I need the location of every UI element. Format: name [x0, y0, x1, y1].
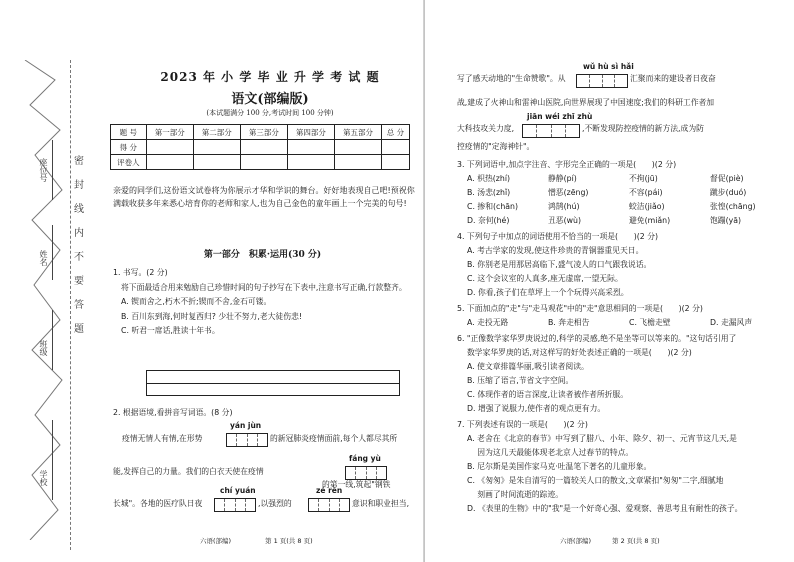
pinyin-4: zé rèn — [316, 486, 343, 495]
score-cell — [240, 155, 287, 170]
q3-opt[interactable]: C. 掺和(chān) — [467, 202, 519, 211]
name-blank — [52, 225, 53, 280]
q7-option-b[interactable]: B. 尼尔斯是美国作家马克·吐温笔下著名的儿童形象。 — [467, 462, 652, 471]
q3-opt: 憎恶(zēng) — [548, 188, 589, 197]
score-cell — [381, 155, 409, 170]
q4-option-d[interactable]: D. 你看,孩子们在草坪上一个个玩得兴高采烈。 — [467, 288, 629, 297]
q6-head: 6. "正像数学家华罗庚说过的,科学的灵感,绝不是坐等可以等来的。"这句话引用了 — [457, 334, 737, 343]
q1-option-c: C. 听君一席话,胜读十年书。 — [121, 326, 220, 335]
class-blank — [52, 310, 53, 370]
q3-opt: 蹴步(duó) — [710, 188, 747, 197]
q2-line2a: 能,发挥自己的力量。我们的白衣天使在疫情 — [113, 467, 264, 476]
score-cell — [193, 140, 240, 155]
question-7 — [457, 418, 787, 516]
exam-subject: 语文(部编版) — [231, 92, 309, 107]
q2-line3b: ,以强烈的 — [258, 499, 292, 508]
binding-zigzag — [20, 60, 80, 540]
class-label: 班级 — [39, 340, 48, 356]
right-line3a: 大科技攻关力度, — [457, 124, 515, 133]
right-line3b: ,不断发现防控疫情的新方法,成为防 — [582, 124, 704, 133]
binding-line — [70, 60, 71, 550]
q2-line3a: 长城"。各地的医疗队日夜 — [113, 499, 203, 508]
q6-option-a[interactable]: A. 使文章排篇华丽,吸引读者阅读。 — [467, 362, 589, 371]
question-6 — [457, 332, 787, 416]
footer-right-page: 第 2 页(共 8 页) — [612, 537, 660, 545]
q3-opt: 不容(pái) — [629, 188, 663, 197]
q2-line1a: 疫情无情人有情,在形势 — [122, 434, 203, 443]
footer-right-code: 六语(部编) — [560, 537, 592, 545]
pinyin-6: jiān wéi zhī zhù — [527, 112, 593, 121]
q3-opt: 张惶(chāng) — [710, 202, 756, 211]
pinyin-1: yán jùn — [230, 421, 262, 430]
q1-option-b: B. 百川东到海,何时复西归? 少壮不努力,老大徒伤悲! — [121, 311, 302, 321]
score-cell — [193, 155, 240, 170]
pinyin-3: chí yuán — [220, 486, 256, 495]
q4-option-b[interactable]: B. 你别老是用那居高临下,盛气凌人的口气跟我说话。 — [467, 260, 652, 269]
score-header-cell: 第三部分 — [240, 125, 287, 140]
writing-box[interactable] — [146, 370, 400, 396]
q3-opt: 避免(miǎn) — [629, 216, 671, 225]
q2-line1b: 的新冠肺炎疫情面前,每个人都尽其所 — [270, 434, 398, 443]
q6-head-cont: 数学家华罗庚的话,对这样写的好处表述正确的一项是( )(2 分) — [467, 348, 692, 357]
seat-label: 座位号 — [39, 158, 48, 182]
q5-option-b[interactable]: B. 奔走相告 — [548, 318, 590, 327]
school-label: 学校 — [39, 470, 48, 486]
score-header-cell: 第四部分 — [287, 125, 334, 140]
q5-options — [457, 316, 787, 330]
score-row — [111, 140, 410, 155]
q6-option-d[interactable]: D. 增强了说服力,使作者的观点更有力。 — [467, 404, 606, 413]
q1-head: 1. 书写。(2 分) — [113, 268, 168, 277]
part1-title: 第一部分 积累·运用(30 分) — [203, 250, 322, 260]
exam-title: 2023 年 小 学 毕 业 升 学 考 试 题 — [160, 70, 380, 84]
exam-note: (本试题满分 100 分,考试时间 100 分钟) — [206, 109, 334, 117]
footer-left-page: 第 1 页(共 8 页) — [265, 537, 313, 545]
score-header-cell: 题 号 — [111, 125, 147, 140]
q3-opt: 蛟洁(jiǎo) — [629, 202, 665, 211]
pinyin-2: fáng yù — [349, 454, 381, 463]
q1-option-a: A. 锲而舍之,朽木不折;锲而不舍,金石可镂。 — [121, 297, 272, 306]
seal-text: 密 封 线 内 不 要 答 题 — [74, 156, 84, 335]
question-1 — [113, 266, 413, 339]
score-cell — [146, 155, 193, 170]
q3-opt[interactable]: D. 奈何(hé) — [467, 216, 510, 225]
score-header-cell: 总 分 — [381, 125, 409, 140]
q7-option-c-cont: 刻画了时间流逝的踪迹。 — [467, 490, 564, 499]
q3-opt: 不拘(jū) — [629, 174, 658, 183]
q3-opt: 饱蹦(yā) — [710, 216, 742, 225]
q2-head: 2. 根据语境,看拼音写词语。(8 分) — [113, 408, 233, 417]
score-cell — [334, 140, 381, 155]
score-row-label: 得 分 — [111, 140, 147, 155]
q1-instr: 将下面最适合用来勉励自己珍惜时间的句子抄写在下表中,注意书写正确,行款整齐。 — [121, 282, 407, 292]
footer-left-code: 六语(部编) — [200, 537, 232, 545]
school-blank — [52, 420, 53, 500]
q2-line3c: 意识和职业担当, — [352, 499, 410, 508]
name-label: 姓名 — [39, 250, 48, 266]
q7-option-d[interactable]: D. 《表里的生物》中的"我"是一个好奇心强、爱观察、善思考且有耐性的孩子。 — [467, 504, 743, 513]
right-line1a: 写了感天动地的"生命赞歌"。从 — [457, 74, 566, 83]
score-row-label: 评卷人 — [111, 155, 147, 170]
q3-opt: 鸿鹄(hú) — [548, 202, 580, 211]
score-header-cell: 第二部分 — [193, 125, 240, 140]
score-cell — [146, 140, 193, 155]
q2-line2b: 的第一线,筑起"钢铁 — [322, 480, 391, 489]
answer-box-6[interactable] — [522, 124, 580, 138]
q3-opt[interactable]: A. 枳热(zhí) — [467, 174, 511, 183]
q7-option-c[interactable]: C. 《匆匆》是朱自清写的一篇较关人口的散文,文章紧扣"匆匆"二字,细腻地 — [467, 476, 724, 485]
q3-opt[interactable]: B. 汤悲(zhǐ) — [467, 188, 511, 197]
pinyin-5: wǔ hù sì hǎi — [583, 62, 634, 71]
right-line4: 控疫情的"定海神针"。 — [457, 142, 535, 151]
q7-option-a[interactable]: A. 老舍在《北京的春节》中写到了腊八、小年、除夕、初一、元宵节这几天,是 — [467, 434, 737, 443]
score-table — [110, 124, 410, 170]
score-header-cell: 第一部分 — [146, 125, 193, 140]
right-line2: 战,建成了火神山和雷神山医院,向世界展现了中国速度;我们的科研工作者加 — [457, 98, 715, 107]
score-cell — [381, 140, 409, 155]
q4-head: 4. 下列句子中加点的词语使用不恰当的一项是( )(2 分) — [457, 232, 659, 241]
q4-option-a[interactable]: A. 考古学家的发现,使这件珍贵的青铜器重见天日。 — [467, 246, 644, 255]
q7-option-a-cont: 因为这几天最能体现老北京人过春节的特点。 — [467, 448, 634, 457]
score-cell — [287, 140, 334, 155]
answer-box-3[interactable] — [214, 498, 256, 512]
q4-option-c[interactable]: C. 这个会议室的人真多,座无虚席,一望无际。 — [467, 274, 623, 283]
question-4 — [457, 230, 787, 300]
q5-option-a[interactable]: A. 走投无路 — [467, 318, 509, 327]
greeting-text: 亲爱的同学们,这份语文试卷将为你展示才华和学识的舞台。好好地表现自己吧!预祝你满载收获多年来悉心培育你的老师和家人,也为自己金色的童年画上一个完美的句号! — [113, 186, 415, 208]
question-5 — [457, 302, 787, 330]
q3-opt: 静静(pí) — [548, 174, 577, 183]
question-3 — [457, 158, 787, 228]
score-cell — [287, 155, 334, 170]
answer-box-4[interactable] — [308, 498, 350, 512]
q5-option-d[interactable]: D. 走漏风声 — [710, 318, 753, 327]
score-cell — [240, 140, 287, 155]
answer-box-1[interactable] — [226, 433, 268, 447]
score-cell — [334, 155, 381, 170]
q3-opt: 督促(piè) — [710, 174, 744, 183]
q5-option-c[interactable]: C. 飞檐走壁 — [629, 318, 671, 327]
seat-blank — [52, 140, 53, 200]
answer-box-5[interactable] — [576, 74, 628, 88]
score-header-cell: 第五部分 — [334, 125, 381, 140]
q3-options — [457, 172, 787, 228]
q7-head: 7. 下列表述有误的一项是( )(2 分) — [457, 420, 588, 429]
grader-row — [111, 155, 410, 170]
q3-head: 3. 下列词语中,加点字注音、字形完全正确的一项是( )(2 分) — [457, 160, 677, 169]
score-header-row — [111, 125, 410, 140]
q6-option-c[interactable]: C. 体现作者的语言深度,让读者被作者所折服。 — [467, 390, 629, 399]
q5-head: 5. 下面加点的"走"与"走马观花"中的"走"意思相同的一项是( )(2 分) — [457, 304, 703, 313]
q6-option-b[interactable]: B. 压缩了语言,节省文字空间。 — [467, 376, 574, 385]
q3-opt: 丑恶(wù) — [548, 216, 581, 225]
right-line1b: 汇聚而来的建设者日夜奋 — [630, 74, 716, 83]
